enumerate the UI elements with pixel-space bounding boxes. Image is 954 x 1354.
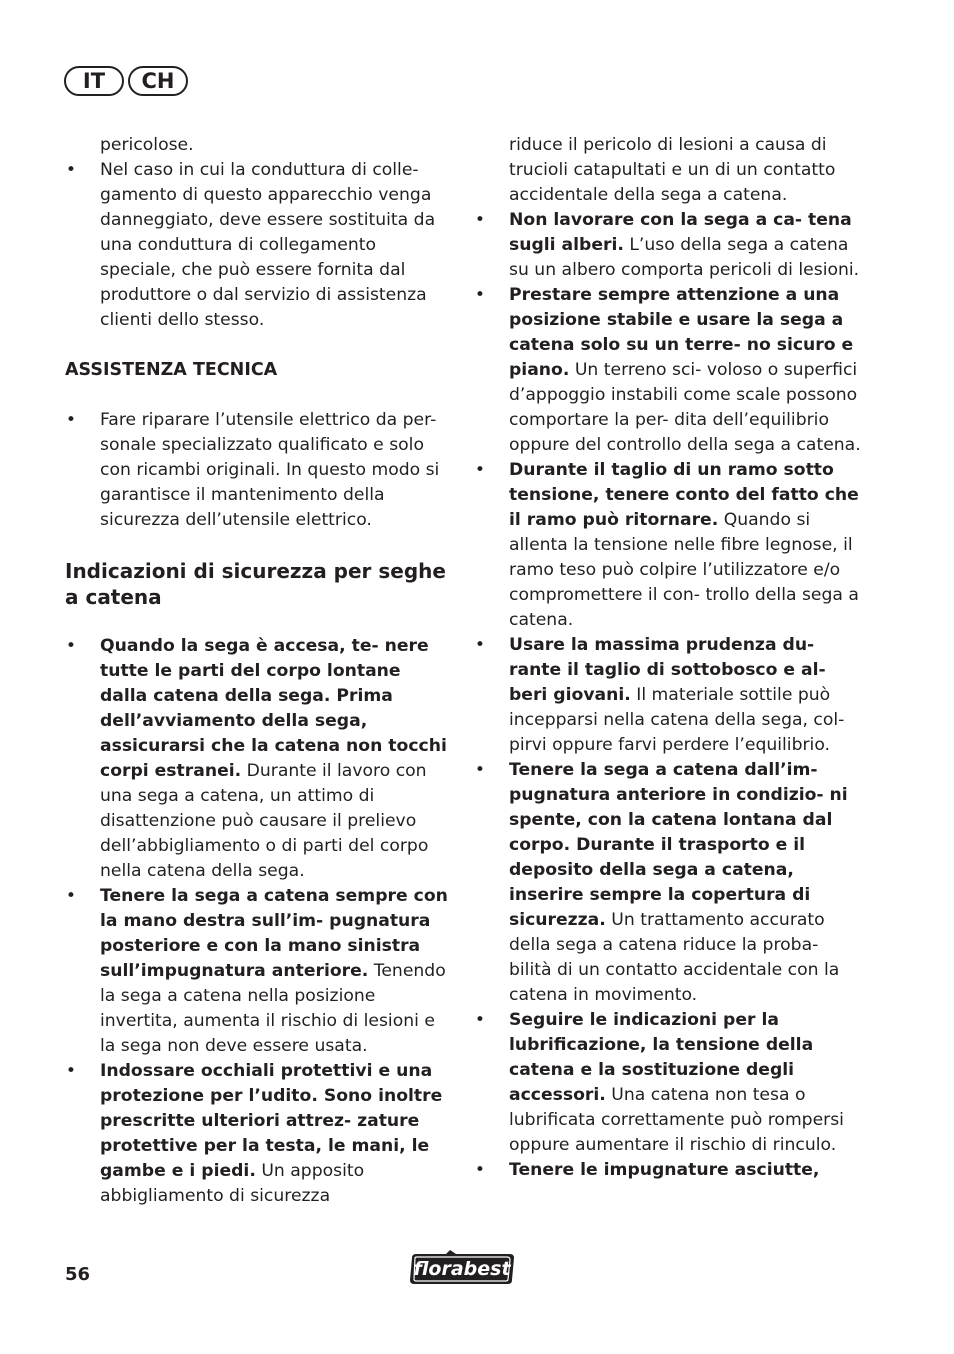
- bullet-text: Quando si allenta la tensione nelle fibre legnose, il ramo teso può colpire l’utilizzatore e/o compromettere il con- trollo della sega a catena.: [509, 510, 859, 630]
- bullet-icon: [65, 884, 77, 909]
- continued-text: riduce il pericolo di lesioni a causa di trucioli catapultati e un di un contatto accidentale della sega a catena.: [509, 135, 836, 205]
- right-column: [474, 133, 864, 1183]
- bullet-item: [474, 1008, 864, 1158]
- bullet-text: L’uso della sega a catena su un albero comporta pericoli di lesioni.: [509, 235, 860, 280]
- bullet-icon: [474, 1158, 486, 1183]
- language-badge-ch: CH: [128, 66, 188, 96]
- bullet-text: Un terreno sci- voloso o superfici d’appoggio instabili come scale possono comportare la per- dita dell’equilibrio oppure del controllo della sega a catena.: [509, 360, 861, 455]
- bullet-item: [65, 884, 450, 1059]
- logo-text: florabest: [413, 1258, 511, 1280]
- bullet-item: [474, 458, 864, 633]
- florabest-logo: [406, 1250, 518, 1288]
- bullet-item: [65, 408, 450, 533]
- bullet-item: [65, 1059, 450, 1209]
- bullet-text: Un trattamento accurato della sega a catena riduce la proba- bilità di un contatto accidentale con la catena in movimento.: [509, 910, 840, 1005]
- bullet-icon: [65, 408, 77, 433]
- section-heading-indicazioni: Indicazioni di sicurezza per seghe a catena: [65, 559, 446, 609]
- bullet-item: [474, 633, 864, 758]
- bullet-item: [65, 634, 450, 884]
- bullet-text: Tenendo la sega a catena nella posizione invertita, aumenta il rischio di lesioni e la sega non deve essere usata.: [100, 961, 446, 1056]
- bullet-bold-text: Non lavorare con la sega a ca- tena sugli alberi.: [509, 210, 852, 255]
- bullet-icon: [65, 158, 77, 183]
- bullet-icon: [474, 208, 486, 233]
- bullet-bold-text: Tenere la sega a catena sempre con la mano destra sull’im- pugnatura posteriore e con la mano sinistra sull’impugnatura anteriore.: [100, 886, 448, 981]
- bullet-icon: [474, 633, 486, 658]
- page-number: 56: [65, 1264, 91, 1285]
- bullet-item: [474, 1158, 864, 1183]
- bullet-item: [474, 758, 864, 1008]
- continued-text: pericolose.: [100, 135, 194, 155]
- bullet-item: [474, 283, 864, 458]
- bullet-item: [474, 208, 864, 283]
- bullet-bold-text: Tenere le impugnature asciutte,: [509, 1160, 820, 1180]
- section-heading-assistenza: ASSISTENZA TECNICA: [65, 360, 278, 380]
- bullet-bold-text: Quando la sega è accesa, te- nere tutte le parti del corpo lontane dalla catena della sega. Prima dell’avviamento della sega, assicurarsi che la catena non tocchi corpi estranei.: [100, 636, 447, 781]
- bullet-icon: [65, 1059, 77, 1084]
- bullet-text: Nel caso in cui la conduttura di colle- gamento di questo apparecchio venga danneggiato, deve essere sostituita da una conduttura di collegamento speciale, che può essere fornita dal produttore o dal servizio di assistenza clienti dello stesso.: [100, 160, 436, 330]
- bullet-bold-text: Prestare sempre attenzione a una posizione stabile e usare la sega a catena solo su un terre- no sicuro e piano.: [509, 285, 854, 380]
- bullet-bold-text: Usare la massima prudenza du- rante il taglio di sottobosco e al- beri giovani.: [509, 635, 826, 705]
- left-column: [65, 133, 450, 1209]
- bullet-text: Il materiale sottile può incepparsi nella catena della sega, col- pirvi oppure farvi perdere l’equilibrio.: [509, 685, 845, 755]
- bullet-icon: [474, 1008, 486, 1033]
- bullet-bold-text: Durante il taglio di un ramo sotto tensione, tenere conto del fatto che il ramo può ritornare.: [509, 460, 859, 530]
- bullet-bold-text: Tenere la sega a catena dall’im- pugnatura anteriore in condizio- ni spente, con la catena lontana dal corpo. Durante il trasporto e il deposito della sega a catena, inserire sempre la copertura di sicurezza.: [509, 760, 848, 930]
- bullet-item: [65, 158, 450, 333]
- bullet-icon: [474, 458, 486, 483]
- bullet-text: Una catena non tesa o lubrificata correttamente può rompersi oppure aumentare il rischio di rinculo.: [509, 1085, 844, 1155]
- bullet-text: Fare riparare l’utensile elettrico da per- sonale specializzato qualificato e solo con ricambi originali. In questo modo si garantisce il mantenimento della sicurezza dell’utensile elettrico.: [100, 410, 440, 530]
- bullet-icon: [474, 758, 486, 783]
- bullet-bold-text: Indossare occhiali protettivi e una protezione per l’udito. Sono inoltre prescritte ulteriori attrez- zature protettive per la testa, le mani, le gambe e i piedi.: [100, 1061, 443, 1181]
- bullet-text: Durante il lavoro con una sega a catena, un attimo di disattenzione può causare il prelievo dell’abbigliamento o di parti del corpo nella catena della sega.: [100, 761, 429, 881]
- language-badge-it: IT: [64, 66, 124, 96]
- bullet-text: Un apposito abbigliamento di sicurezza: [100, 1161, 365, 1206]
- bullet-icon: [474, 283, 486, 308]
- bullet-icon: [65, 634, 77, 659]
- bullet-bold-text: Seguire le indicazioni per la lubrificazione, la tensione della catena e la sostituzione degli accessori.: [509, 1010, 814, 1105]
